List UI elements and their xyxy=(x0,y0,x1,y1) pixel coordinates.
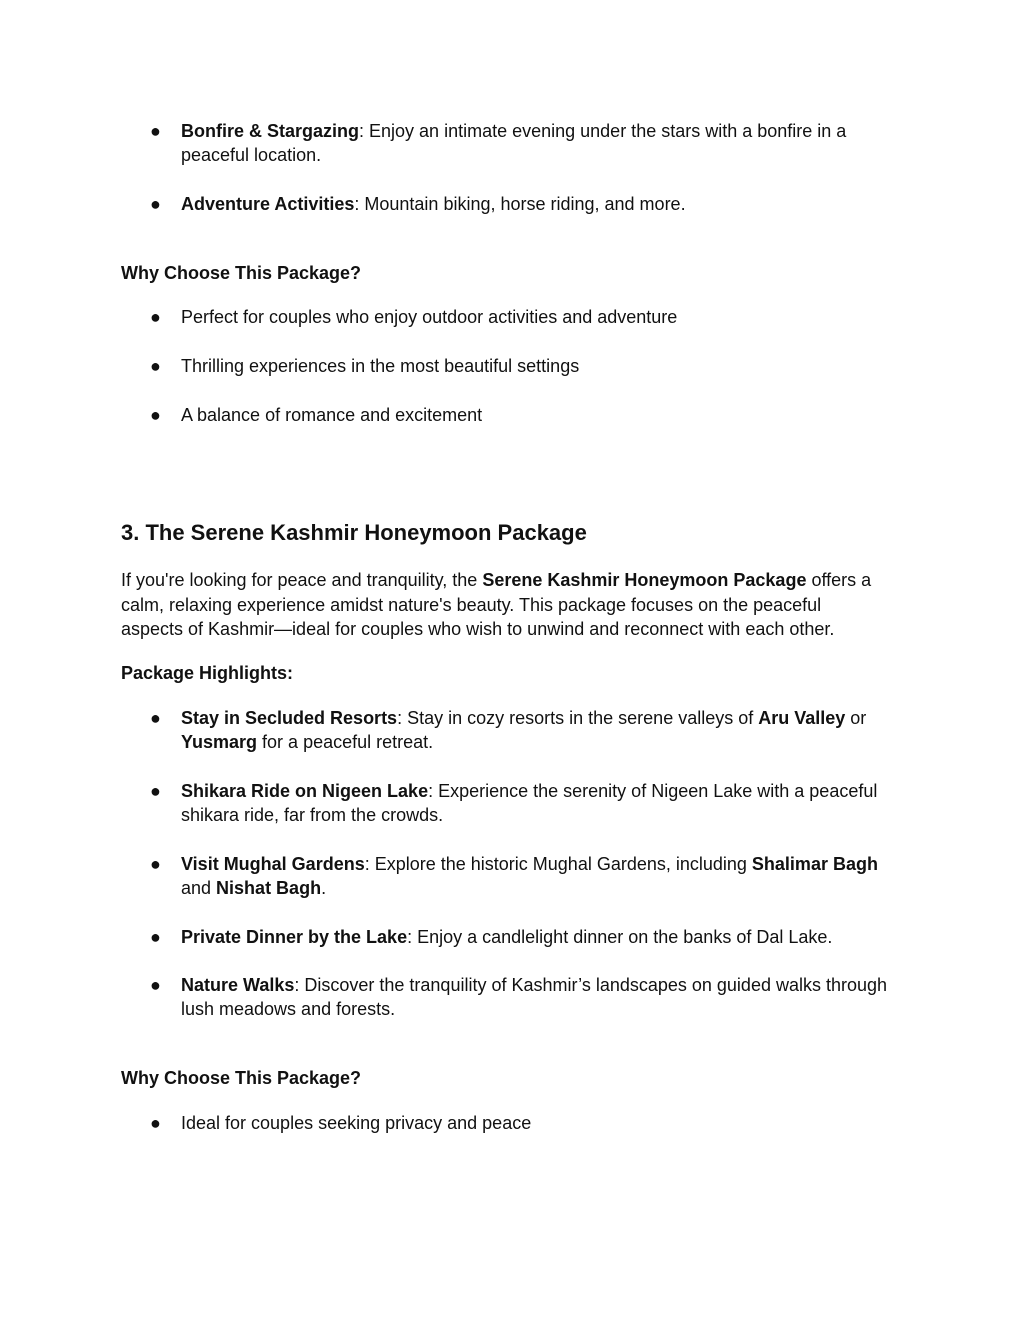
bullet-text: : Discover the tranquility of Kashmir’s landscapes on guided walks through xyxy=(294,975,888,995)
bullet-icon: ● xyxy=(150,307,161,327)
bullet-bold-text: Aru Valley xyxy=(758,708,846,728)
bullet-icon: ● xyxy=(150,975,161,995)
paragraph-text: offers a xyxy=(806,570,872,590)
paragraph-text: calm, relaxing experience amidst nature's beauty. This package focuses on the peaceful xyxy=(121,594,822,615)
bullet-bold-label: Shikara Ride on Nigeen Lake xyxy=(181,781,429,801)
bullet-icon: ● xyxy=(150,405,161,425)
bullet-icon: ● xyxy=(150,854,161,874)
intro-paragraph xyxy=(121,568,911,642)
bullet-text: : Explore the historic Mughal Gardens, including xyxy=(364,854,752,874)
bullet-text-continued: shikara ride, far from the crowds. xyxy=(181,805,444,825)
bullet-text: : Mountain biking, horse riding, and more. xyxy=(354,194,686,214)
paragraph-text: aspects of Kashmir—ideal for couples who wish to unwind and reconnect with each other. xyxy=(121,619,835,639)
bullet-icon: ● xyxy=(150,121,161,141)
bullet-bold-label: Bonfire & Stargazing xyxy=(181,121,360,141)
bullet-icon: ● xyxy=(150,781,161,801)
bullet-text: Ideal for couples seeking privacy and peace xyxy=(181,1113,532,1133)
paragraph-bold: Serene Kashmir Honeymoon Package xyxy=(482,570,807,590)
bullet-text-continued: peaceful location. xyxy=(181,145,322,165)
paragraph-text: If you're looking for peace and tranquility, the xyxy=(121,570,483,590)
bullet-text: : Stay in cozy resorts in the serene valleys of xyxy=(397,708,759,728)
bullet-text: : Enjoy a candlelight dinner on the banks of Dal Lake. xyxy=(407,927,833,947)
bullet-text: Thrilling experiences in the most beautiful settings xyxy=(181,356,580,376)
bullet-bold-label: Nature Walks xyxy=(181,975,295,995)
bullet-text: or xyxy=(845,708,867,728)
bullet-bold-label: Private Dinner by the Lake xyxy=(181,927,408,947)
bullet-icon: ● xyxy=(150,356,161,376)
why-choose-heading: Why Choose This Package? xyxy=(121,1068,362,1088)
bullet-text: and xyxy=(181,878,217,898)
bullet-text: for a peaceful retreat. xyxy=(257,732,434,752)
bullet-bold-text: Yusmarg xyxy=(181,732,258,752)
bullet-text-continued: lush meadows and forests. xyxy=(181,999,396,1019)
bullet-text: Perfect for couples who enjoy outdoor activities and adventure xyxy=(181,307,678,327)
bullet-bold-label: Stay in Secluded Resorts xyxy=(181,708,398,728)
bullet-text: : Enjoy an intimate evening under the stars with a bonfire in a xyxy=(359,121,847,141)
why-choose-heading: Why Choose This Package? xyxy=(121,263,362,283)
bullet-bold-label: Adventure Activities xyxy=(181,194,355,214)
bullet-icon: ● xyxy=(150,194,161,214)
bullet-text: . xyxy=(321,878,327,898)
bullet-text: : Experience the serenity of Nigeen Lake with a peaceful xyxy=(428,781,878,801)
bullet-bold-text: Nishat Bagh xyxy=(216,878,322,898)
bullet-text: A balance of romance and excitement xyxy=(181,405,483,425)
bullet-icon: ● xyxy=(150,708,161,728)
bullet-icon: ● xyxy=(150,1113,161,1133)
section-heading: 3. The Serene Kashmir Honeymoon Package xyxy=(121,520,587,545)
highlights-heading: Package Highlights: xyxy=(121,663,294,683)
bullet-icon: ● xyxy=(150,927,161,947)
bullet-bold-label: Visit Mughal Gardens xyxy=(181,854,365,874)
bullet-bold-text: Shalimar Bagh xyxy=(751,854,878,874)
